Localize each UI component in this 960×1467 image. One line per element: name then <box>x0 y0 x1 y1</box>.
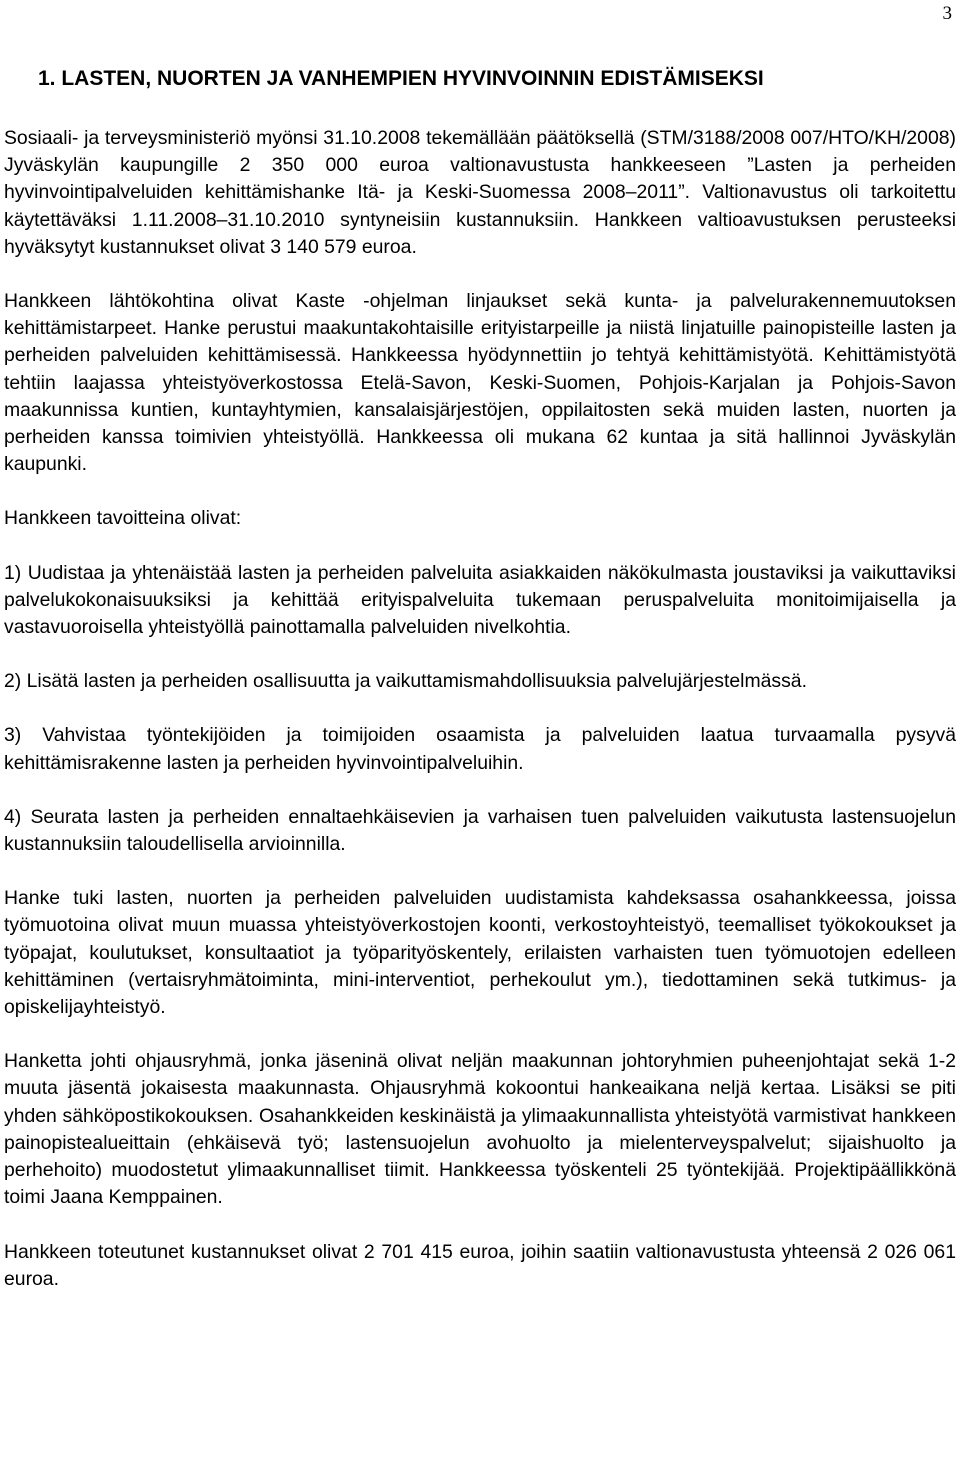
paragraph-funding-decision: Sosiaali- ja terveysministeriö myönsi 31.10.2008 tekemällään päätöksellä (STM/3188/2008 007/HTO/KH/2008) Jyväskylän kaupungille 2 350 000 euroa valtionavustusta hankkeeseen ”Lasten ja perheiden hyvinvointipalveluiden kehittämishanke Itä- ja Keski-Suomessa 2008–2011”. Valtionavustus oli tarkoitettu käytettäväksi 1.11.2008–31.10.2010 syntyneisiin kustannuksiin. Hankkeen valtioavustuksen perusteeksi hyväksytyt kustannukset olivat 3 140 579 euroa. <box>4 127 956 258</box>
paragraph-steering-group: Hanketta johti ohjausryhmä, jonka jäseninä olivat neljän maakunnan johtoryhmien puheenjohtajat sekä 1-2 muuta jäsentä jokaisesta maakunnasta. Ohjausryhmä kokoontui hankeaikana neljä kertaa. Lisäksi se piti yhden sähköpostikokouksen. Osahankkeiden keskinäistä ja ylimaakunnallista yhteistyötä varmistivat hankkeen painopistealueittain (ehkäisevä työ; lastensuojelun avohuolto ja mielenterveyspalvelut; sijaishuolto ja perhehoito) muodostetut ylimaakunnalliset tiimit. Hankkeessa työskenteli 25 työntekijää. Projektipäällikkönä toimi Jaana Kemppainen. <box>4 1050 956 1209</box>
goal-item-2: 2) Lisätä lasten ja perheiden osallisuutta ja vaikuttamismahdollisuuksia palvelujärjestelmässä. <box>4 670 807 693</box>
goal-item-4: 4) Seurata lasten ja perheiden ennaltaehkäisevien ja varhaisen tuen palveluiden vaikutusta lastensuojelun kustannuksiin taloudellisella arvioinnilla. <box>4 805 956 856</box>
paragraph-costs: Hankkeen toteutunet kustannukset olivat 2 701 415 euroa, joihin saatiin valtionavustusta yhteensä 2 026 061 euroa. <box>4 1240 956 1290</box>
goal-item-1: 1) Uudistaa ja yhtenäistää lasten ja perheiden palveluita asiakkaiden näkökulmasta joustaviksi ja vaikuttaviksi palvelukokonaisuuksiksi ja kehittää erityispalveluita tukemaan peruspalveluita monitoimijaisella ja vastavuoroisella yhteistyöllä painottamalla palveluiden nivelkohtia. <box>4 561 956 639</box>
goal-item-3: 3) Vahvistaa työntekijöiden ja toimijoiden osaamista ja palveluiden laatua turvaamalla pysyvä kehittämisrakenne lasten ja perheiden hyvinvointipalveluihin. <box>4 724 956 774</box>
paragraph-goals-intro: Hankkeen tavoitteina olivat: <box>4 507 242 530</box>
page-number: 3 <box>942 3 952 24</box>
paragraph-subprojects: Hanke tuki lasten, nuorten ja perheiden palveluiden uudistamista kahdeksassa osahankkeessa, joissa työmuotoina olivat muun muassa yhteistyöverkostojen koonti, verkostoyhteistyö, teemalliset työkokoukset ja työpajat, koulutukset, konsultaatiot ja työparityöskentely, erilaisten varhaisten tuen työmuotojen edelleen kehittäminen (vertaisryhmätoiminta, mini-interventiot, perhekoulut ym.), tiedottaminen sekä tutkimus- ja opiskelijayhteistyö. <box>4 887 956 1019</box>
section-heading: 1. LASTEN, NUORTEN JA VANHEMPIEN HYVINVOINNIN EDISTÄMISEKSI <box>38 67 764 90</box>
paragraph-starting-points: Hankkeen lähtökohtina olivat Kaste -ohjelman linjaukset sekä kunta- ja palvelurakennemuutoksen kehittämistarpeet. Hanke perustui maakuntakohtaisille erityistarpeille ja niistä linjatuille painopisteille lasten ja perheiden palveluiden kehittämisessä. Hankkeessa hyödynnettiin jo tehtyä kehittämistyötä. Kehittämistyötä tehtiin laajassa yhteistyöverkostossa Etelä-Savon, Keski-Suomen, Pohjois-Karjalan ja Pohjois-Savon maakunnissa kuntien, kuntayhtymien, kansalaisjärjestöjen, oppilaitosten sekä muiden lasten, nuorten ja perheiden kanssa toimivien yhteistyöllä. Hankkeessa oli mukana 62 kuntaa ja sitä hallinnoi Jyväskylän kaupunki. <box>4 290 956 476</box>
document-body <box>4 125 956 1320</box>
